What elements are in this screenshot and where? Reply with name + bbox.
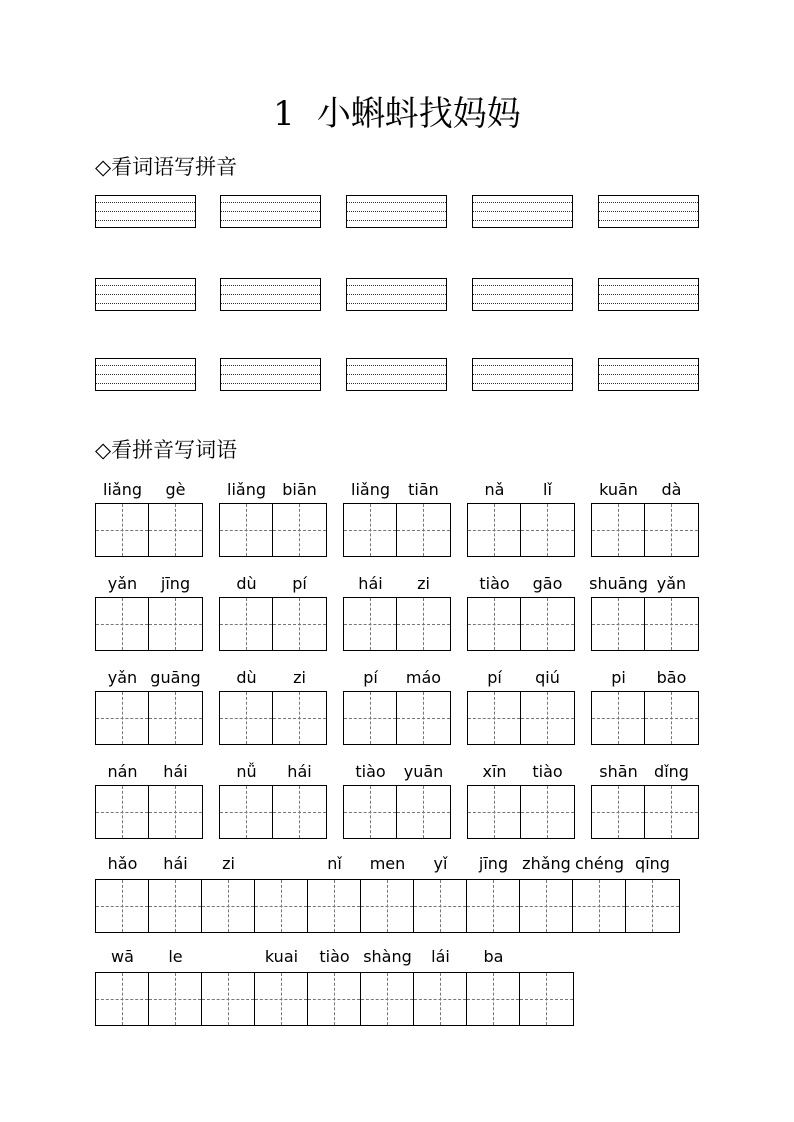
- word-grid: [219, 785, 327, 839]
- pinyin-syllable: nán: [107, 762, 138, 781]
- character-cell[interactable]: [645, 598, 698, 650]
- pinyin-syllable: dǐng: [654, 762, 689, 781]
- pinyin-syllable: wā: [111, 947, 134, 966]
- pinyin-syllable: biān: [282, 480, 317, 499]
- character-cell[interactable]: [308, 880, 361, 932]
- pinyin-label: [219, 479, 327, 501]
- pinyin-syllable: qiú: [535, 668, 560, 687]
- pinyin-syllable: tiào: [532, 762, 563, 781]
- pinyin-syllable: tiào: [319, 947, 350, 966]
- character-cell[interactable]: [273, 786, 326, 838]
- pinyin-syllable: jīng: [160, 574, 191, 593]
- character-cell[interactable]: [96, 598, 149, 650]
- sentence-grid: [95, 879, 680, 933]
- character-cell[interactable]: [202, 973, 255, 1025]
- pinyin-box[interactable]: [95, 278, 196, 311]
- pinyin-box[interactable]: [346, 195, 447, 228]
- character-cell[interactable]: [397, 598, 450, 650]
- pinyin-label: [343, 573, 451, 595]
- pinyin-syllable: kuān: [599, 480, 638, 499]
- pinyin-syllable: yuān: [403, 762, 444, 781]
- pinyin-syllable: gè: [165, 480, 186, 499]
- pinyin-label: [95, 573, 203, 595]
- pinyin-box[interactable]: [220, 195, 321, 228]
- word-grid: [343, 597, 451, 651]
- word-grid: [467, 785, 575, 839]
- pinyin-syllable: liǎng: [227, 480, 266, 499]
- pinyin-box[interactable]: [598, 358, 699, 391]
- character-cell[interactable]: [96, 973, 149, 1025]
- word-grid: [219, 691, 327, 745]
- pinyin-syllable: le: [168, 947, 183, 966]
- pinyin-box[interactable]: [472, 358, 573, 391]
- character-cell[interactable]: [468, 692, 521, 744]
- pinyin-syllable: pi: [611, 668, 626, 687]
- pinyin-label: [591, 761, 699, 783]
- character-cell[interactable]: [344, 786, 397, 838]
- character-cell[interactable]: [521, 504, 574, 556]
- character-cell[interactable]: [361, 973, 414, 1025]
- character-cell[interactable]: [397, 692, 450, 744]
- pinyin-label: [467, 573, 575, 595]
- pinyin-box[interactable]: [220, 358, 321, 391]
- word-grid: [343, 785, 451, 839]
- pinyin-syllable: jīng: [478, 854, 509, 873]
- character-cell[interactable]: [397, 786, 450, 838]
- pinyin-syllable: máo: [405, 668, 442, 687]
- character-cell[interactable]: [255, 973, 308, 1025]
- pinyin-syllable: hái: [358, 574, 383, 593]
- word-grid: [95, 691, 203, 745]
- character-cell[interactable]: [149, 598, 202, 650]
- character-cell[interactable]: [414, 880, 467, 932]
- word-grid: [95, 503, 203, 557]
- character-cell[interactable]: [220, 504, 273, 556]
- pinyin-syllable: pí: [363, 668, 378, 687]
- pinyin-syllable: dù: [236, 668, 257, 687]
- sentence-pinyin: [95, 853, 680, 875]
- pinyin-label: [467, 761, 575, 783]
- character-cell[interactable]: [149, 786, 202, 838]
- word-grid: [95, 597, 203, 651]
- character-cell[interactable]: [220, 598, 273, 650]
- section-heading-write-pinyin: ◇看词语写拼音: [95, 155, 238, 179]
- pinyin-syllable: zi: [293, 668, 306, 687]
- lesson-number: 1: [273, 94, 295, 134]
- word-grid: [343, 503, 451, 557]
- word-grid: [467, 691, 575, 745]
- pinyin-syllable: nǐ: [327, 854, 342, 873]
- character-cell[interactable]: [645, 504, 698, 556]
- pinyin-label: [219, 667, 327, 689]
- pinyin-label: [591, 479, 699, 501]
- pinyin-label: [95, 667, 203, 689]
- pinyin-syllable: nǎ: [484, 480, 505, 499]
- character-cell[interactable]: [467, 973, 520, 1025]
- character-cell[interactable]: [149, 973, 202, 1025]
- sentence-pinyin: [95, 946, 574, 968]
- pinyin-syllable: tiào: [355, 762, 386, 781]
- section-heading-write-words: ◇看拼音写词语: [95, 438, 238, 462]
- character-cell[interactable]: [467, 880, 520, 932]
- character-cell[interactable]: [521, 692, 574, 744]
- character-cell[interactable]: [308, 973, 361, 1025]
- character-cell[interactable]: [202, 880, 255, 932]
- character-cell[interactable]: [592, 692, 645, 744]
- pinyin-syllable: nǚ: [236, 762, 257, 781]
- pinyin-label: [343, 667, 451, 689]
- pinyin-syllable: dù: [236, 574, 257, 593]
- character-cell[interactable]: [414, 973, 467, 1025]
- character-cell[interactable]: [220, 786, 273, 838]
- pinyin-syllable: ba: [483, 947, 504, 966]
- character-cell[interactable]: [273, 692, 326, 744]
- pinyin-syllable: lǐ: [543, 480, 552, 499]
- pinyin-label: [467, 667, 575, 689]
- pinyin-syllable: chéng: [574, 854, 625, 873]
- character-cell[interactable]: [592, 786, 645, 838]
- character-cell[interactable]: [96, 692, 149, 744]
- pinyin-syllable: hǎo: [107, 854, 138, 873]
- character-cell[interactable]: [645, 786, 698, 838]
- word-grid: [219, 503, 327, 557]
- pinyin-syllable: lái: [431, 947, 450, 966]
- pinyin-syllable: yǎn: [107, 574, 138, 593]
- character-cell[interactable]: [468, 598, 521, 650]
- character-cell[interactable]: [149, 880, 202, 932]
- word-grid: [467, 597, 575, 651]
- character-cell[interactable]: [255, 880, 308, 932]
- word-grid: [591, 503, 699, 557]
- pinyin-syllable: tiān: [408, 480, 439, 499]
- pinyin-syllable: hái: [287, 762, 312, 781]
- word-grid: [467, 503, 575, 557]
- pinyin-label: [591, 573, 699, 595]
- pinyin-syllable: men: [369, 854, 406, 873]
- pinyin-syllable: hái: [163, 854, 188, 873]
- character-cell[interactable]: [273, 504, 326, 556]
- word-grid: [219, 597, 327, 651]
- pinyin-box[interactable]: [95, 195, 196, 228]
- pinyin-syllable: pí: [487, 668, 502, 687]
- pinyin-syllable: liǎng: [351, 480, 390, 499]
- character-cell[interactable]: [468, 786, 521, 838]
- pinyin-syllable: bāo: [656, 668, 687, 687]
- pinyin-syllable: zi: [222, 854, 235, 873]
- character-cell[interactable]: [626, 880, 679, 932]
- pinyin-box[interactable]: [598, 195, 699, 228]
- pinyin-label: [95, 479, 203, 501]
- character-cell[interactable]: [397, 504, 450, 556]
- character-cell[interactable]: [96, 504, 149, 556]
- word-grid: [343, 691, 451, 745]
- pinyin-syllable: qīng: [635, 854, 670, 873]
- pinyin-syllable: tiào: [479, 574, 510, 593]
- pinyin-syllable: shuāng: [589, 574, 648, 593]
- character-cell[interactable]: [149, 504, 202, 556]
- pinyin-syllable: zi: [417, 574, 430, 593]
- pinyin-syllable: yǐ: [433, 854, 448, 873]
- character-cell[interactable]: [520, 880, 573, 932]
- pinyin-box[interactable]: [346, 358, 447, 391]
- character-cell[interactable]: [573, 880, 626, 932]
- character-cell[interactable]: [645, 692, 698, 744]
- character-cell[interactable]: [344, 504, 397, 556]
- character-cell[interactable]: [220, 692, 273, 744]
- word-grid: [591, 785, 699, 839]
- pinyin-label: [467, 479, 575, 501]
- pinyin-syllable: gāo: [532, 574, 563, 593]
- pinyin-syllable: dà: [661, 480, 682, 499]
- pinyin-syllable: xīn: [482, 762, 507, 781]
- pinyin-label: [591, 667, 699, 689]
- pinyin-syllable: yǎn: [656, 574, 687, 593]
- pinyin-box[interactable]: [346, 278, 447, 311]
- pinyin-syllable: shān: [599, 762, 638, 781]
- character-cell[interactable]: [592, 504, 645, 556]
- pinyin-box[interactable]: [472, 195, 573, 228]
- pinyin-label: [95, 761, 203, 783]
- word-grid: [591, 597, 699, 651]
- pinyin-syllable: guāng: [150, 668, 201, 687]
- pinyin-label: [219, 573, 327, 595]
- character-cell[interactable]: [521, 786, 574, 838]
- pinyin-label: [343, 479, 451, 501]
- pinyin-syllable: yǎn: [107, 668, 138, 687]
- character-cell[interactable]: [361, 880, 414, 932]
- pinyin-syllable: hái: [163, 762, 188, 781]
- lesson-title: 小蝌蚪找妈妈: [316, 94, 521, 134]
- pinyin-label: [219, 761, 327, 783]
- character-cell[interactable]: [521, 598, 574, 650]
- pinyin-box[interactable]: [95, 358, 196, 391]
- page-title: [0, 90, 794, 138]
- word-grid: [95, 785, 203, 839]
- character-cell[interactable]: [96, 880, 149, 932]
- pinyin-syllable: zhǎng: [522, 854, 571, 873]
- pinyin-syllable: kuai: [264, 947, 299, 966]
- character-cell[interactable]: [273, 598, 326, 650]
- word-grid: [591, 691, 699, 745]
- pinyin-syllable: shàng: [363, 947, 412, 966]
- character-cell[interactable]: [344, 692, 397, 744]
- pinyin-box[interactable]: [598, 278, 699, 311]
- character-cell[interactable]: [592, 598, 645, 650]
- pinyin-syllable: liǎng: [103, 480, 142, 499]
- character-cell[interactable]: [468, 504, 521, 556]
- character-cell[interactable]: [344, 598, 397, 650]
- character-cell[interactable]: [96, 786, 149, 838]
- pinyin-syllable: pí: [292, 574, 307, 593]
- sentence-grid: [95, 972, 574, 1026]
- character-cell[interactable]: [149, 692, 202, 744]
- pinyin-box[interactable]: [220, 278, 321, 311]
- character-cell[interactable]: [520, 973, 573, 1025]
- pinyin-label: [343, 761, 451, 783]
- pinyin-box[interactable]: [472, 278, 573, 311]
